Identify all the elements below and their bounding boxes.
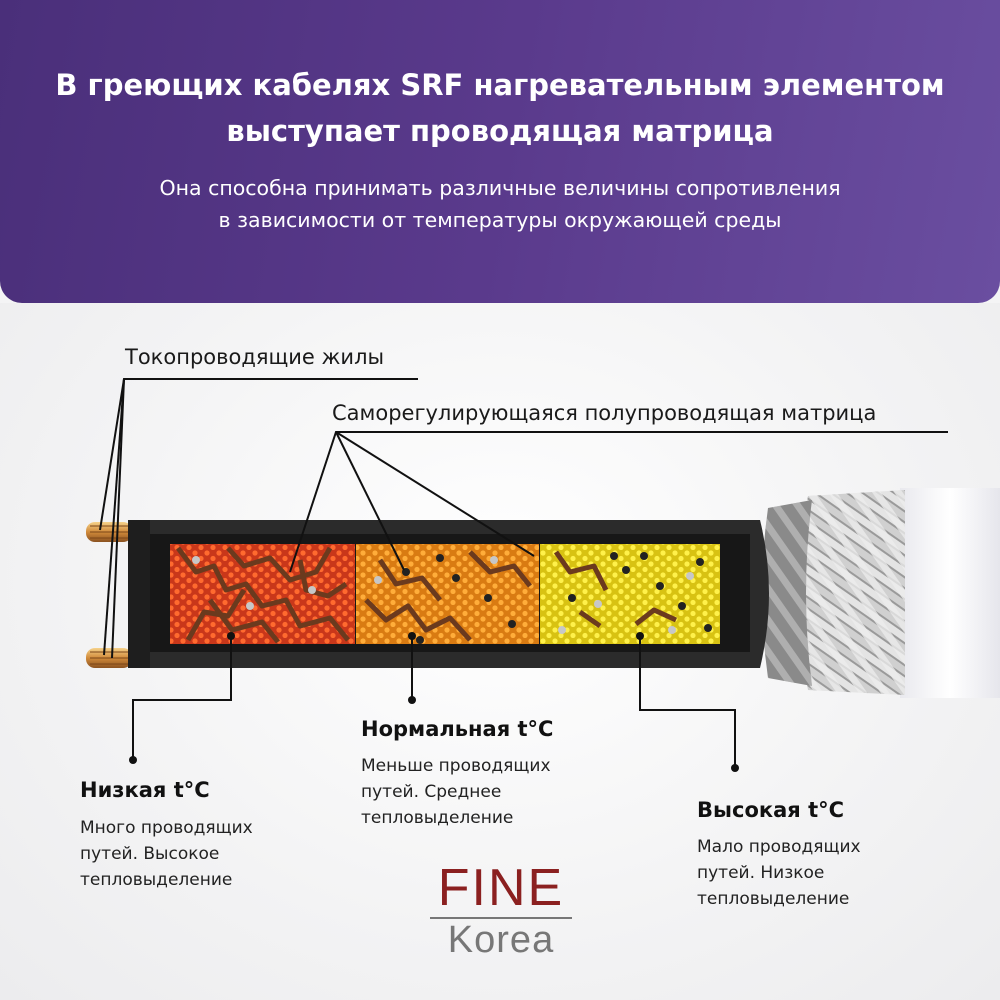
logo-korea: Korea (447, 919, 555, 961)
header-subtitle: Она способна принимать различные величины сопротивления в зависимости от температуры окружающей среды (159, 176, 841, 232)
matrix-zone-high (540, 544, 720, 644)
zone-low-desc: Много проводящих путей. Высокое тепловыделение (80, 818, 253, 890)
zone-high-desc: Мало проводящих путей. Низкое тепловыделение (697, 837, 861, 909)
copper-conductor-bottom (86, 648, 132, 668)
matrix-zone-normal (356, 544, 539, 644)
outer-jacket (900, 488, 1000, 698)
logo-fine: FINE (437, 859, 565, 917)
zone-high-title: Высокая t°С (697, 798, 845, 822)
copper-conductor-top (86, 522, 132, 542)
zone-normal-title: Нормальная t°С (361, 717, 554, 741)
zone-normal-desc: Меньше проводящих путей. Среднее тепловыделение (361, 756, 551, 828)
header-banner (0, 0, 1000, 303)
label-conductors: Токопроводящие жилы (125, 345, 385, 369)
label-matrix: Саморегулирующаяся полупроводящая матрица (332, 401, 877, 425)
header-title: В греющих кабелях SRF нагревательным элементом выступает проводящая матрица (55, 68, 945, 148)
zone-low-title: Низкая t°С (80, 778, 210, 802)
brand-logo (430, 859, 572, 961)
